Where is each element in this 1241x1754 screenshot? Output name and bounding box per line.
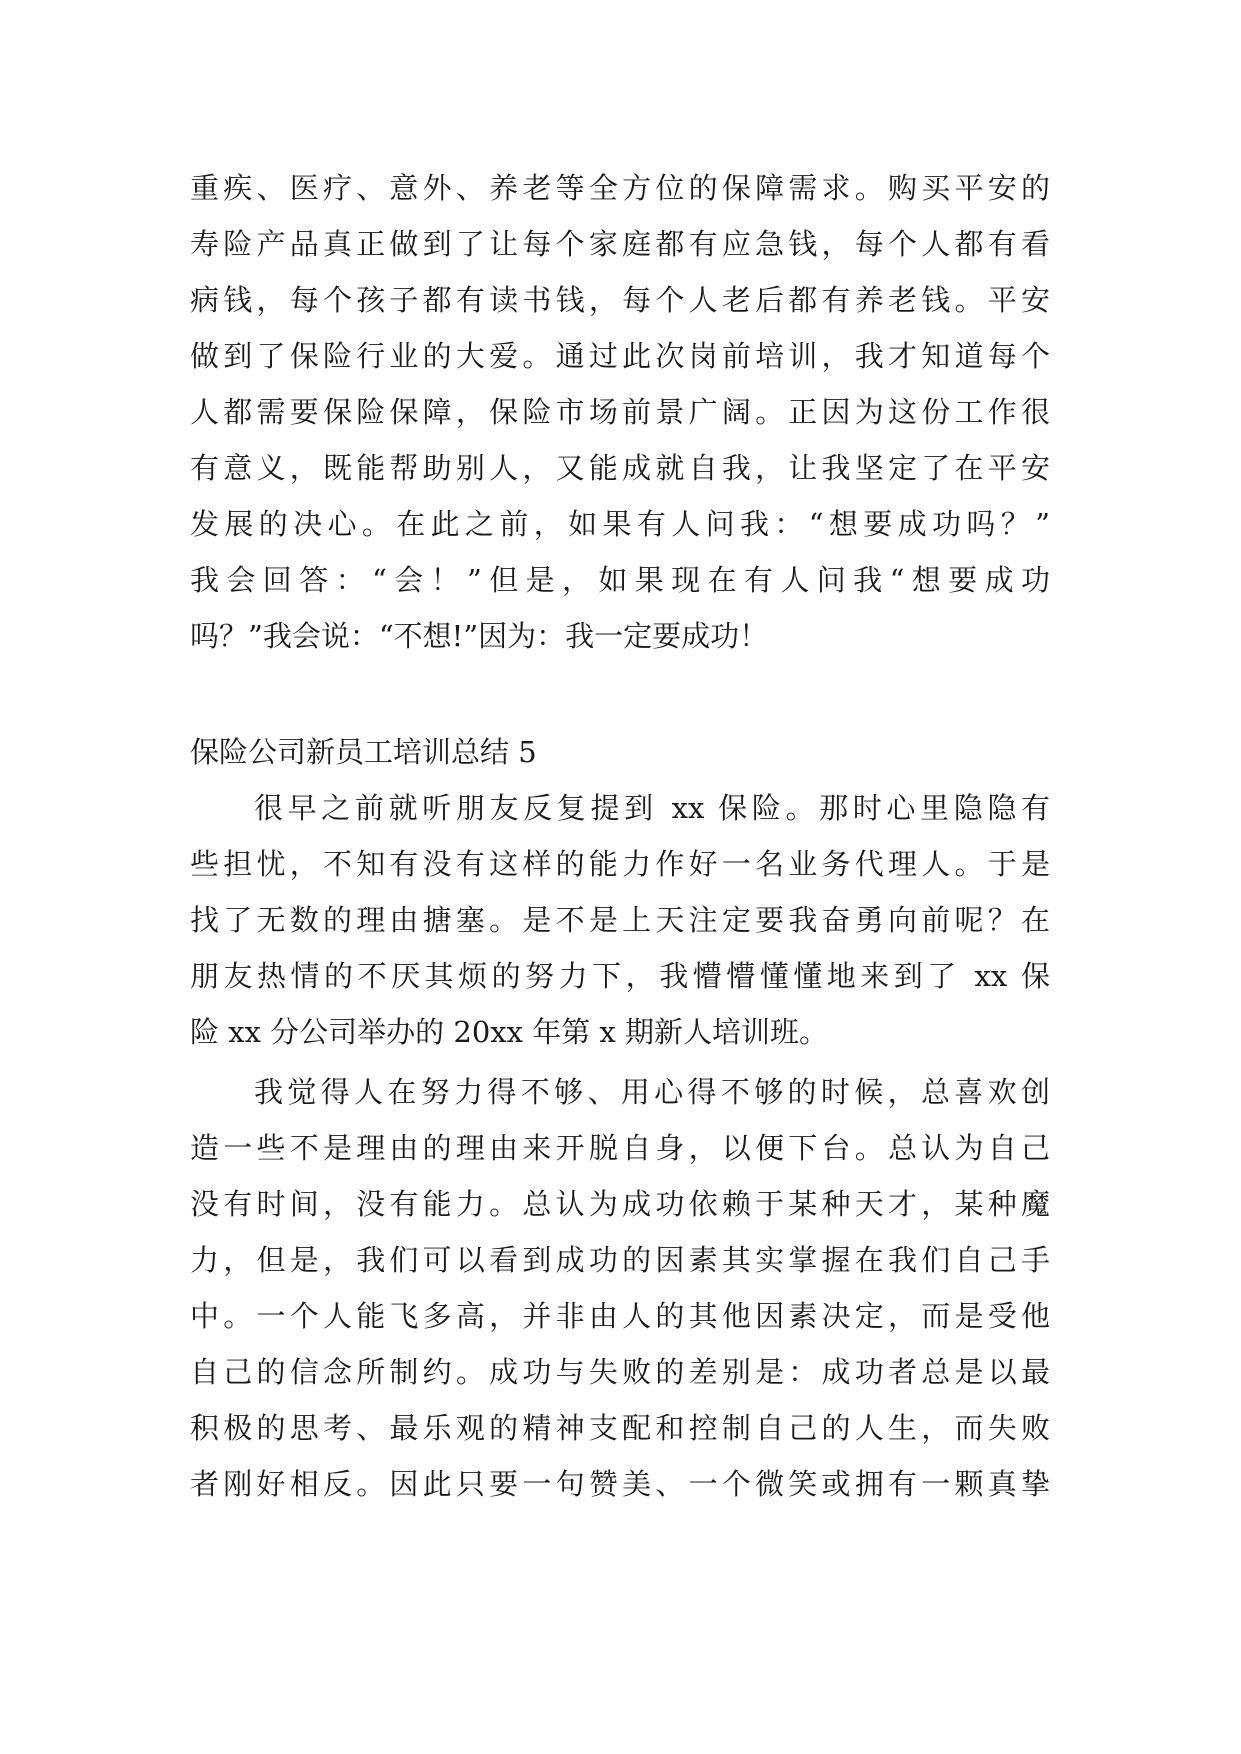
text-line: 没有时间，没有能力。总认为成功依赖于某种天才，某种魔	[190, 1187, 1050, 1221]
text-line: 朋友热情的不厌其烦的努力下，我懵懵懂懂地来到了 xx 保	[190, 959, 1050, 993]
text-line: 做到了保险行业的大爱。通过此次岗前培训，我才知道每个	[190, 339, 1050, 373]
text-line: 我觉得人在努力得不够、用心得不够的时候，总喜欢创	[254, 1075, 1050, 1109]
text-line: 积极的思考、最乐观的精神支配和控制自己的人生，而失败	[190, 1411, 1050, 1445]
text-line: 些担忧，不知有没有这样的能力作好一名业务代理人。于是	[190, 847, 1050, 881]
text-line: 人都需要保险保障，保险市场前景广阔。正因为这份工作很	[190, 395, 1050, 429]
text-line: 险 xx 分公司举办的 20xx 年第 x 期新人培训班。	[190, 1015, 828, 1049]
text-line: 找了无数的理由搪塞。是不是上天注定要我奋勇向前呢？在	[190, 903, 1050, 937]
text-line: 者刚好相反。因此只要一句赞美、一个微笑或拥有一颗真挚	[190, 1467, 1050, 1501]
text-line: 很早之前就听朋友反复提到 xx 保险。那时心里隐隐有	[254, 791, 1050, 825]
text-line: 发展的决心。在此之前，如果有人问我：“想要成功吗？”	[190, 507, 1050, 541]
text-line: 有意义，既能帮助别人，又能成就自我，让我坚定了在平安	[190, 451, 1050, 485]
text-line: 重疾、医疗、意外、养老等全方位的保障需求。购买平安的	[190, 171, 1050, 205]
text-line: 病钱，每个孩子都有读书钱，每个人老后都有养老钱。平安	[190, 283, 1050, 317]
text-line: 我会回答：“会！”但是，如果现在有人问我“想要成功	[190, 563, 1050, 597]
text-line: 中。一个人能飞多高，并非由人的其他因素决定，而是受他	[190, 1299, 1050, 1333]
text-line: 自己的信念所制约。成功与失败的差别是：成功者总是以最	[190, 1355, 1050, 1389]
text-line: 造一些不是理由的理由来开脱自身，以便下台。总认为自己	[190, 1131, 1050, 1165]
section-heading: 保险公司新员工培训总结 5	[190, 735, 537, 769]
text-line: 寿险产品真正做到了让每个家庭都有应急钱，每个人都有看	[190, 227, 1050, 261]
text-line: 力，但是，我们可以看到成功的因素其实掌握在我们自己手	[190, 1243, 1050, 1277]
text-line: 吗？”我会说：“不想!”因为：我一定要成功！	[190, 619, 769, 653]
